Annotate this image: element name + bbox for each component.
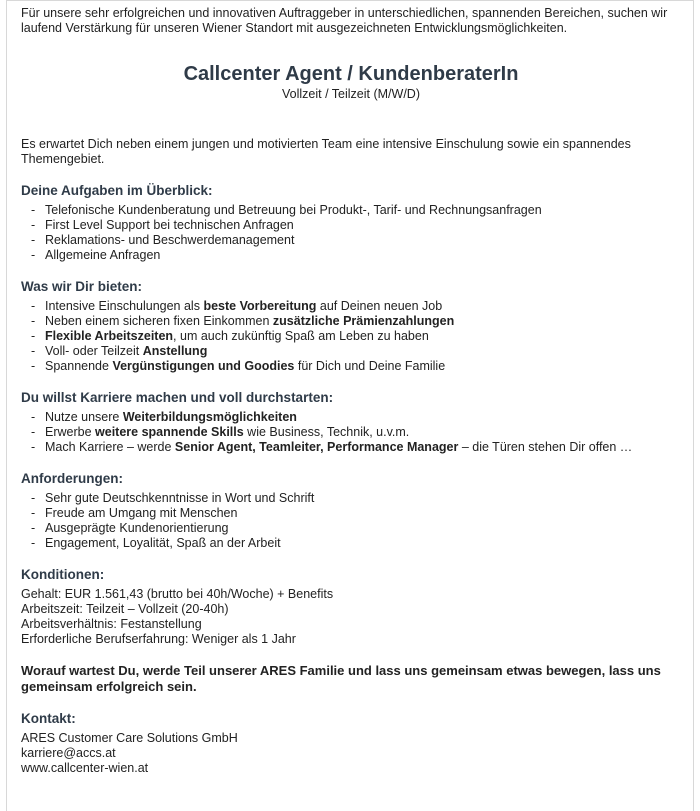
contact-email-link[interactable]: karriere@accs.at	[21, 746, 116, 760]
requirements-section	[21, 470, 681, 551]
list-item: - Mach Karriere – werde Senior Agent, Teamleiter, Performance Manager – die Türen stehen Dir offen …	[21, 440, 681, 455]
condition-line: Arbeitsverhältnis: Festanstellung	[21, 617, 202, 631]
condition-line: Arbeitszeit: Teilzeit – Vollzeit (20-40h)	[21, 602, 229, 616]
career-section	[21, 389, 681, 455]
list-item: - First Level Support bei technischen Anfragen	[21, 218, 681, 233]
list-item: - Intensive Einschulungen als beste Vorbereitung auf Deinen neuen Job	[21, 299, 681, 314]
tasks-section	[21, 182, 681, 263]
offer-heading: Was wir Dir bieten:	[21, 279, 143, 294]
contact-section	[21, 710, 681, 776]
list-item: - Flexible Arbeitszeiten, um auch zukünftig Spaß am Leben zu haben	[21, 329, 681, 344]
call-to-action: Worauf wartest Du, werde Teil unserer ARES Familie und lass uns gemeinsam etwas bewegen, lass uns gemeinsam erfolgreich sein.	[21, 663, 661, 694]
job-posting	[21, 6, 681, 776]
list-item: - Spannende Vergünstigungen und Goodies für Dich und Deine Familie	[21, 359, 681, 374]
list-item: - Nutze unsere Weiterbildungsmöglichkeiten	[21, 410, 681, 425]
list-item: - Erwerbe weitere spannende Skills wie Business, Technik, u.v.m.	[21, 425, 681, 440]
tasks-heading: Deine Aufgaben im Überblick:	[21, 183, 213, 198]
contact-company: ARES Customer Care Solutions GmbH	[21, 731, 238, 745]
list-item: - Neben einem sicheren fixen Einkommen zusätzliche Prämienzahlungen	[21, 314, 681, 329]
contact-heading: Kontakt:	[21, 711, 76, 726]
list-item: - Sehr gute Deutschkenntnisse in Wort und Schrift	[21, 491, 681, 506]
list-item: - Ausgeprägte Kundenorientierung	[21, 521, 681, 536]
list-item: - Engagement, Loyalität, Spaß an der Arbeit	[21, 536, 681, 551]
offer-section	[21, 278, 681, 374]
list-item: - Reklamations- und Beschwerdemanagement	[21, 233, 681, 248]
conditions-lines	[21, 587, 681, 647]
list-item: - Freude am Umgang mit Menschen	[21, 506, 681, 521]
conditions-heading: Konditionen:	[21, 567, 105, 582]
requirements-heading: Anforderungen:	[21, 471, 123, 486]
requirements-list	[21, 491, 681, 551]
intro-text: Für unsere sehr erfolgreichen und innovativen Auftraggeber in unterschiedlichen, spannenden Bereichen, suchen wir laufend Verstärkung für unseren Wiener Standort mit ausgezeichneten Entwicklungsmöglichkeiten.	[21, 6, 668, 35]
list-item: - Voll- oder Teilzeit Anstellung	[21, 344, 681, 359]
job-title: Callcenter Agent / KundenberaterIn	[183, 63, 519, 85]
tasks-list	[21, 203, 681, 263]
contact-lines	[21, 731, 681, 776]
conditions-section	[21, 566, 681, 647]
contact-website-link[interactable]: www.callcenter-wien.at	[21, 761, 149, 775]
career-heading: Du willst Karriere machen und voll durchstarten:	[21, 390, 334, 405]
condition-line: Erforderliche Berufserfahrung: Weniger als 1 Jahr	[21, 632, 296, 646]
career-list	[21, 410, 681, 455]
offer-list	[21, 299, 681, 374]
list-item: - Telefonische Kundenberatung und Betreuung bei Produkt-, Tarif- und Rechnungsanfragen	[21, 203, 681, 218]
list-item: - Allgemeine Anfragen	[21, 248, 681, 263]
lead-text: Es erwartet Dich neben einem jungen und motivierten Team eine intensive Einschulung sowie ein spannendes Themengebiet.	[21, 137, 631, 166]
job-subtitle: Vollzeit / Teilzeit (M/W/D)	[282, 87, 420, 101]
condition-line: Gehalt: EUR 1.561,43 (brutto bei 40h/Woche) + Benefits	[21, 587, 334, 601]
